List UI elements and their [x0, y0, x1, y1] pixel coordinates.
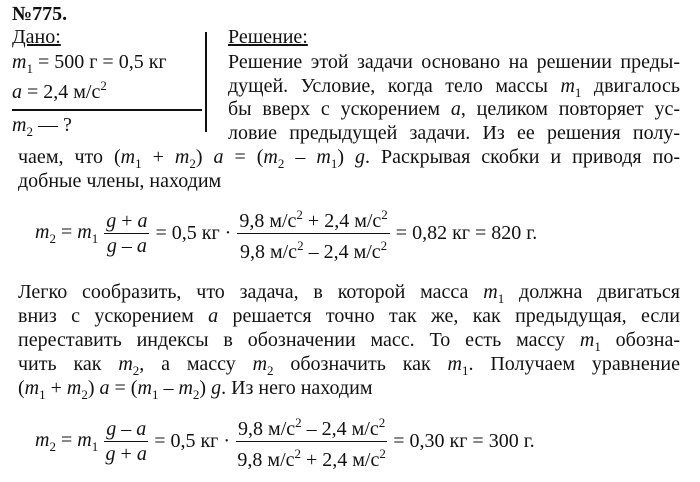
math-variable: a [213, 146, 224, 168]
fraction [236, 411, 387, 472]
math-variable: m [579, 329, 595, 351]
text-line [18, 377, 372, 406]
math-variable: m [316, 146, 331, 168]
math-variable: m [77, 220, 92, 243]
math-variable: m [66, 377, 82, 399]
math-variable: m [178, 377, 193, 399]
superscript: 2 [296, 207, 303, 222]
math-variable: g [106, 418, 117, 440]
superscript: 2 [378, 415, 386, 430]
text-segment: 9,8 м/с [239, 210, 297, 232]
denominator [106, 442, 147, 466]
text-segment: = ( [223, 146, 264, 168]
text-segment: = [55, 220, 78, 243]
text-segment: ) [195, 146, 214, 168]
formula-result [393, 430, 534, 453]
math-variable: g [106, 235, 117, 257]
math-variable: g [105, 443, 116, 465]
subscript: 1 [135, 156, 142, 171]
subscript: 2 [267, 363, 274, 378]
superscript: 2 [379, 446, 386, 461]
subscript: 2 [132, 363, 140, 378]
text-segment: двигалось [581, 75, 680, 97]
math-variable: m [35, 428, 50, 451]
text-segment: , целиком повторяет ус- [460, 98, 681, 120]
math-variable: a [208, 305, 219, 327]
formula-lhs [35, 429, 98, 455]
math-variable: a [136, 418, 147, 440]
numerator [104, 209, 149, 234]
find-item [12, 114, 72, 143]
superscript: 2 [295, 415, 302, 430]
math-variable: a [136, 443, 147, 465]
text-segment: = 2,4 м/с [22, 81, 101, 103]
text-segment: – [284, 146, 317, 168]
text-line [18, 170, 221, 192]
text-segment: = 0,82 кг = 820 г. [395, 222, 538, 244]
math-variable: m [35, 220, 50, 243]
text-line [228, 51, 680, 73]
subscript: 2 [49, 438, 56, 454]
text-segment: + [115, 443, 137, 465]
denominator [237, 442, 385, 472]
text-segment: ловие предыдущей задачи. Из ее решения полу- [228, 122, 680, 144]
denominator [240, 234, 387, 264]
text-segment: + [45, 377, 67, 399]
math-variable: m [137, 377, 152, 399]
text-segment: = 0,5 кг · [155, 222, 232, 244]
math-variable: g [354, 146, 365, 168]
text-segment: . Раскрывая скобки и приводя по- [364, 146, 680, 168]
math-variable: m [174, 146, 190, 168]
text-segment: + 2,4 м/с [302, 210, 382, 232]
text-segment: + [141, 146, 175, 168]
text-segment: = 0,5 кг · [154, 430, 231, 452]
text-segment: дущей. Условие, когда тело массы [228, 75, 561, 97]
text-segment: – 2,4 м/с [303, 241, 381, 263]
given-label: Дано: [12, 26, 61, 48]
text-segment: = 500 г = 0,5 кг [32, 51, 167, 73]
text-segment: ) [199, 377, 212, 399]
math-variable: m [24, 377, 40, 399]
formula-mid [155, 222, 231, 245]
math-variable: m [447, 353, 462, 375]
subscript: 1 [151, 387, 159, 402]
math-variable: m [252, 353, 268, 375]
fraction [104, 417, 148, 466]
math-variable: m [77, 428, 92, 451]
given-column-separator [205, 32, 207, 132]
subscript: 2 [189, 156, 196, 171]
math-variable: m [483, 281, 498, 303]
numerator [237, 203, 389, 234]
math-variable: m [12, 114, 27, 136]
subscript: 1 [39, 387, 46, 402]
text-segment: бы вверх с ускорением [228, 98, 451, 120]
math-variable: m [560, 75, 575, 97]
text-line [228, 122, 680, 144]
superscript: 2 [294, 446, 301, 461]
text-segment: чаем, что ( [18, 146, 121, 168]
superscript: 2 [380, 238, 388, 253]
text-segment: решается точно так же, как предыдущая, если [218, 305, 680, 327]
text-segment: ) [337, 146, 355, 168]
text-segment: Решение этой задачи основано на решении преды- [228, 51, 680, 73]
given-divider [12, 109, 202, 111]
text-segment: + [116, 210, 138, 232]
subscript: 1 [497, 291, 505, 306]
math-variable: a [12, 81, 22, 103]
text-segment: 9,8 м/с [237, 449, 295, 471]
subscript: 1 [91, 438, 99, 454]
subscript: 1 [330, 156, 338, 171]
text-segment: = [55, 428, 78, 451]
superscript: 2 [100, 78, 107, 93]
math-variable: m [118, 353, 133, 375]
subscript: 2 [26, 124, 33, 139]
text-segment: Легко сообразить, что задача, в которой масса [18, 281, 484, 303]
math-variable: m [12, 51, 27, 73]
numerator [104, 417, 148, 442]
text-segment: ( [18, 377, 25, 399]
text-segment: + 2,4 м/с [301, 449, 380, 471]
formula-result [396, 222, 537, 245]
text-segment: – [116, 418, 137, 440]
math-variable: m [263, 146, 278, 168]
subscript: 1 [91, 230, 99, 246]
text-segment: — ? [32, 114, 72, 136]
given-item-acceleration [12, 75, 107, 103]
text-segment: вниз с ускорением [18, 305, 209, 327]
subscript: 2 [277, 156, 285, 171]
math-variable: m [120, 146, 136, 168]
superscript: 2 [381, 207, 388, 222]
math-variable: g [106, 210, 117, 232]
text-segment: должна двигаться [504, 281, 680, 303]
formula-lhs [35, 221, 98, 247]
text-segment: обозначить как [273, 353, 448, 375]
subscript: 2 [81, 387, 88, 402]
math-variable: g [211, 377, 222, 399]
subscript: 1 [574, 85, 582, 100]
subscript: 2 [192, 387, 200, 402]
text-segment: , а массу [139, 353, 253, 375]
text-segment: обозна- [600, 329, 680, 351]
formula-1 [35, 203, 537, 264]
denominator [107, 234, 147, 258]
text-segment: переставить индексы в обозначении масс. То есть массу [18, 329, 580, 351]
text-segment: – [158, 377, 179, 399]
text-segment: чить как [18, 353, 119, 375]
text-segment: – [116, 235, 137, 257]
problem-number: №775. [12, 3, 68, 25]
formula-2 [35, 411, 535, 472]
text-segment: . Получаем уравнение [468, 353, 680, 375]
math-variable: a [136, 235, 147, 257]
formula-mid [154, 430, 230, 453]
fraction [237, 203, 389, 264]
text-segment: 9,8 м/с [239, 241, 298, 263]
text-segment: = 0,30 кг = 300 г. [393, 430, 535, 452]
solution-label: Решение: [228, 26, 308, 48]
superscript: 2 [297, 238, 304, 253]
math-variable: a [450, 98, 461, 120]
text-line [18, 305, 680, 327]
text-segment: = ( [109, 377, 138, 399]
math-variable: a [99, 377, 110, 399]
numerator [236, 411, 387, 442]
subscript: 1 [594, 339, 601, 354]
subscript: 1 [462, 363, 469, 378]
text-line [228, 98, 680, 120]
subscript: 1 [26, 61, 33, 76]
subscript: 2 [49, 230, 56, 246]
text-segment: – 2,4 м/с [301, 418, 379, 440]
text-segment: добные члены, находим [18, 170, 222, 192]
fraction [104, 209, 149, 258]
text-segment: ) [87, 377, 100, 399]
text-segment: . Из него находим [221, 377, 373, 399]
text-segment: 9,8 м/с [238, 418, 296, 440]
math-variable: a [137, 210, 148, 232]
